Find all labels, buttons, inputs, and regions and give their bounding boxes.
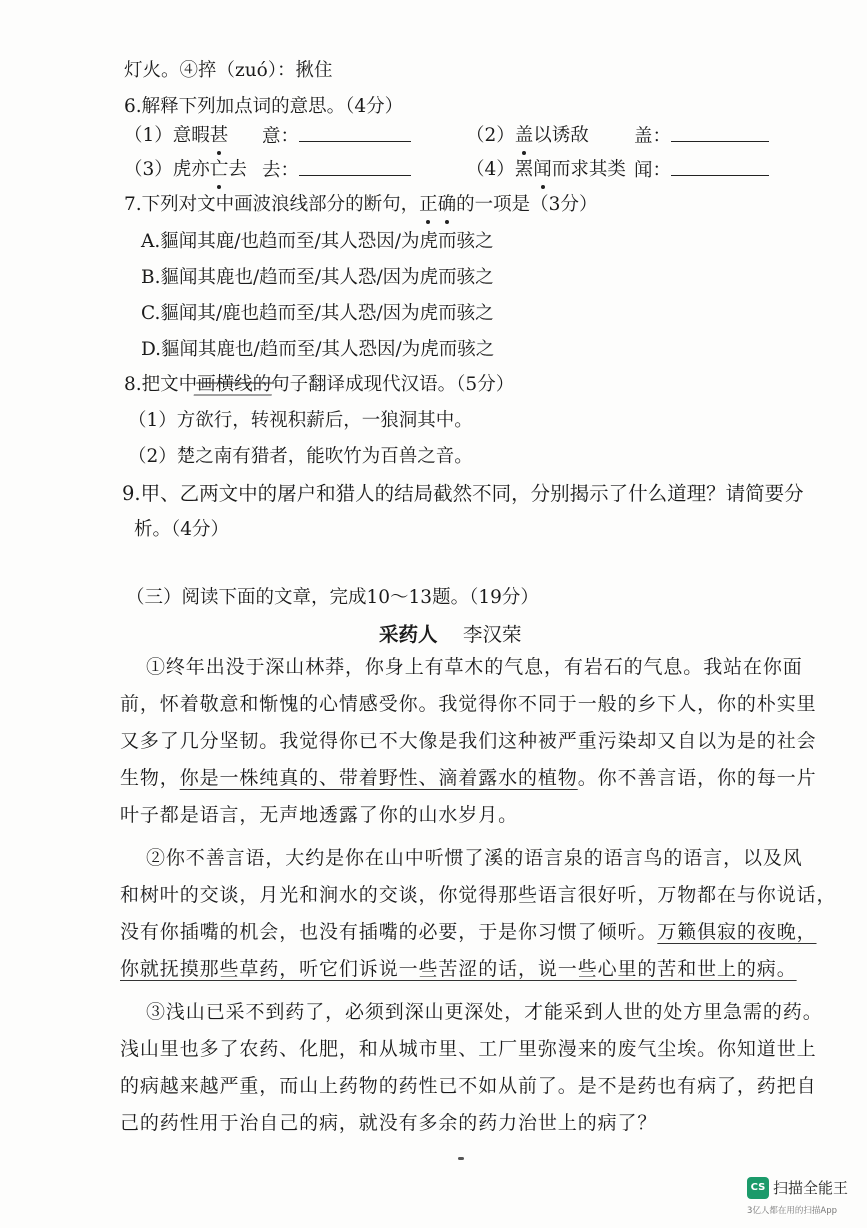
q6-item-1-answer xyxy=(262,123,411,150)
scanner-watermark xyxy=(747,1174,853,1218)
q9-stem-line1: 9.甲、乙两文中的屠户和猎人的结局截然不同，分别揭示了什么道理？请简要分 xyxy=(122,482,804,505)
q7-option-c[interactable]: C.貙闻其/鹿也趋而至/其人恐/因为虎而骇之 xyxy=(141,303,494,324)
dotted-word: 闻 xyxy=(533,159,552,180)
emphasis-dot xyxy=(445,220,449,224)
item-number: （4） xyxy=(466,159,515,180)
q8-item-1: （1）方欲行，转视积薪后，一狼洞其中。 xyxy=(128,410,473,431)
underlined-sentence: 万籁俱寂的夜晚， xyxy=(657,921,817,943)
q6-item-2-answer xyxy=(634,123,769,150)
passage-line: 生物，你是一株纯真的、带着野性、滴着露水的植物。你不善言语，你的每一片 xyxy=(120,767,817,789)
passage-line: 又多了几分坚韧。我觉得你已不大像是我们这种被严重污染却又自以为是的社会 xyxy=(120,730,817,752)
item-number: （2） xyxy=(466,125,515,146)
q7-stem: 7.下列对文中画波浪线部分的断句，正确 的一项是（3分） xyxy=(124,192,597,218)
article-author: 李汉荣 xyxy=(463,623,522,646)
item-text: 意暇 xyxy=(172,125,210,146)
item-text: 罴 xyxy=(514,159,534,180)
passage-line: 没有你插嘴的机会，也没有插嘴的必要，于是你习惯了倾听。万籁俱寂的夜晚， xyxy=(120,921,817,943)
camscanner-logo-icon: CS xyxy=(747,1177,769,1199)
item-number: （3） xyxy=(124,159,173,180)
passage-line: 叶子都是语言，无声地透露了你的山水岁月。 xyxy=(120,804,519,826)
q6-item-3-answer xyxy=(262,157,411,184)
underlined-sentence: 你是一株纯真的、带着野性、滴着露水的植物 xyxy=(179,767,578,789)
q7-option-a[interactable]: A.貙闻其鹿/也趋而至/其人恐因/为虎而骇之 xyxy=(141,231,494,252)
q9-stem-line2: 析。（4分） xyxy=(134,519,230,540)
answer-blank[interactable] xyxy=(299,157,411,176)
item-text: 虎亦 xyxy=(172,159,210,180)
dotted-word: 亡 xyxy=(210,159,229,180)
q7-option-b[interactable]: B.貙闻其鹿也/趋而至/其人恐/因为虎而骇之 xyxy=(141,267,494,288)
answer-label: 盖： xyxy=(634,126,672,147)
emphasis-dot xyxy=(541,185,545,189)
dotted-word: 正确 xyxy=(419,194,456,215)
struck-text: 画横线的 xyxy=(197,374,271,395)
underlined-sentence: 你就抚摸那些草药，听它们诉说一些苦涩的话，说一些心里的苦和世上的病。 xyxy=(120,958,797,980)
q6-stem: 6.解释下列加点词的意思。（4分） xyxy=(124,96,404,117)
answer-label: 去： xyxy=(262,160,300,181)
q8-item-2: （2）楚之南有猎者，能吹竹为百兽之音。 xyxy=(128,446,473,467)
passage-line: ③浅山已采不到药了，必须到深山更深处，才能采到人世的处方里急需的药。 xyxy=(146,1001,823,1023)
q8-stem: 8.把文中画横线的 句子翻译成现代汉语。（5分） xyxy=(124,374,515,395)
q6-item-4-answer xyxy=(634,157,769,184)
answer-blank[interactable] xyxy=(671,123,769,142)
passage-line: 己的药性用于治自己的病，就没有多余的药力治世上的病了？ xyxy=(120,1112,658,1134)
q7-option-d[interactable]: D.貙闻其鹿也/趋而至/其人恐因/为虎而骇之 xyxy=(141,339,495,360)
emphasis-dot xyxy=(426,220,430,224)
passage-line: 浅山里也多了农药、化肥，和从城市里、工厂里弥漫来的废气尘埃。你知道世上 xyxy=(120,1038,817,1060)
dotted-word: 甚 xyxy=(210,125,229,146)
item-number: （1） xyxy=(124,125,173,146)
scribble-mark xyxy=(194,382,275,396)
passage-line: ②你不善言语，大约是你在山中听惯了溪的语言泉的语言鸟的语言，以及风 xyxy=(146,847,803,869)
emphasis-dot xyxy=(217,151,221,155)
passage-line: ①终年出没于深山林莽，你身上有草木的气息，有岩石的气息。我站在你面 xyxy=(146,656,803,678)
scan-speck xyxy=(458,1157,464,1160)
q6-item-2: （2）盖 以诱敌 xyxy=(466,123,589,149)
dotted-word: 盖 xyxy=(515,125,534,146)
watermark-name: 扫描全能王 xyxy=(773,1179,849,1197)
emphasis-dot xyxy=(522,151,526,155)
passage-line xyxy=(120,956,797,982)
answer-label: 意： xyxy=(262,126,300,147)
q6-item-4: （4）罴闻 而求其类 xyxy=(466,157,626,183)
passage-line: 的病越来越严重，而山上药物的药性已不如从前了。是不是药也有病了，药把自 xyxy=(120,1075,817,1097)
section-heading: （三）阅读下面的文章，完成10～13题。（19分） xyxy=(126,587,539,608)
article-title: 采药人 xyxy=(379,623,438,646)
answer-label: 闻： xyxy=(634,160,672,181)
answer-blank[interactable] xyxy=(671,157,769,176)
q6-item-1 xyxy=(124,123,228,149)
passage-line: 和树叶的交谈，月光和涧水的交谈，你觉得那些语言很好听，万物都在与你说话， xyxy=(120,884,837,906)
q6-item-3: （3）虎亦亡 去 xyxy=(124,157,247,183)
watermark-tagline: 3亿人都在用的扫描App xyxy=(747,1206,838,1216)
annotation-line: 灯火。④捽（zuó）：揪住 xyxy=(124,60,333,81)
answer-blank[interactable] xyxy=(299,123,411,142)
emphasis-dot xyxy=(217,185,221,189)
passage-line: 前，怀着敬意和惭愧的心情感受你。我觉得你不同于一般的乡下人，你的朴实里 xyxy=(120,693,817,715)
